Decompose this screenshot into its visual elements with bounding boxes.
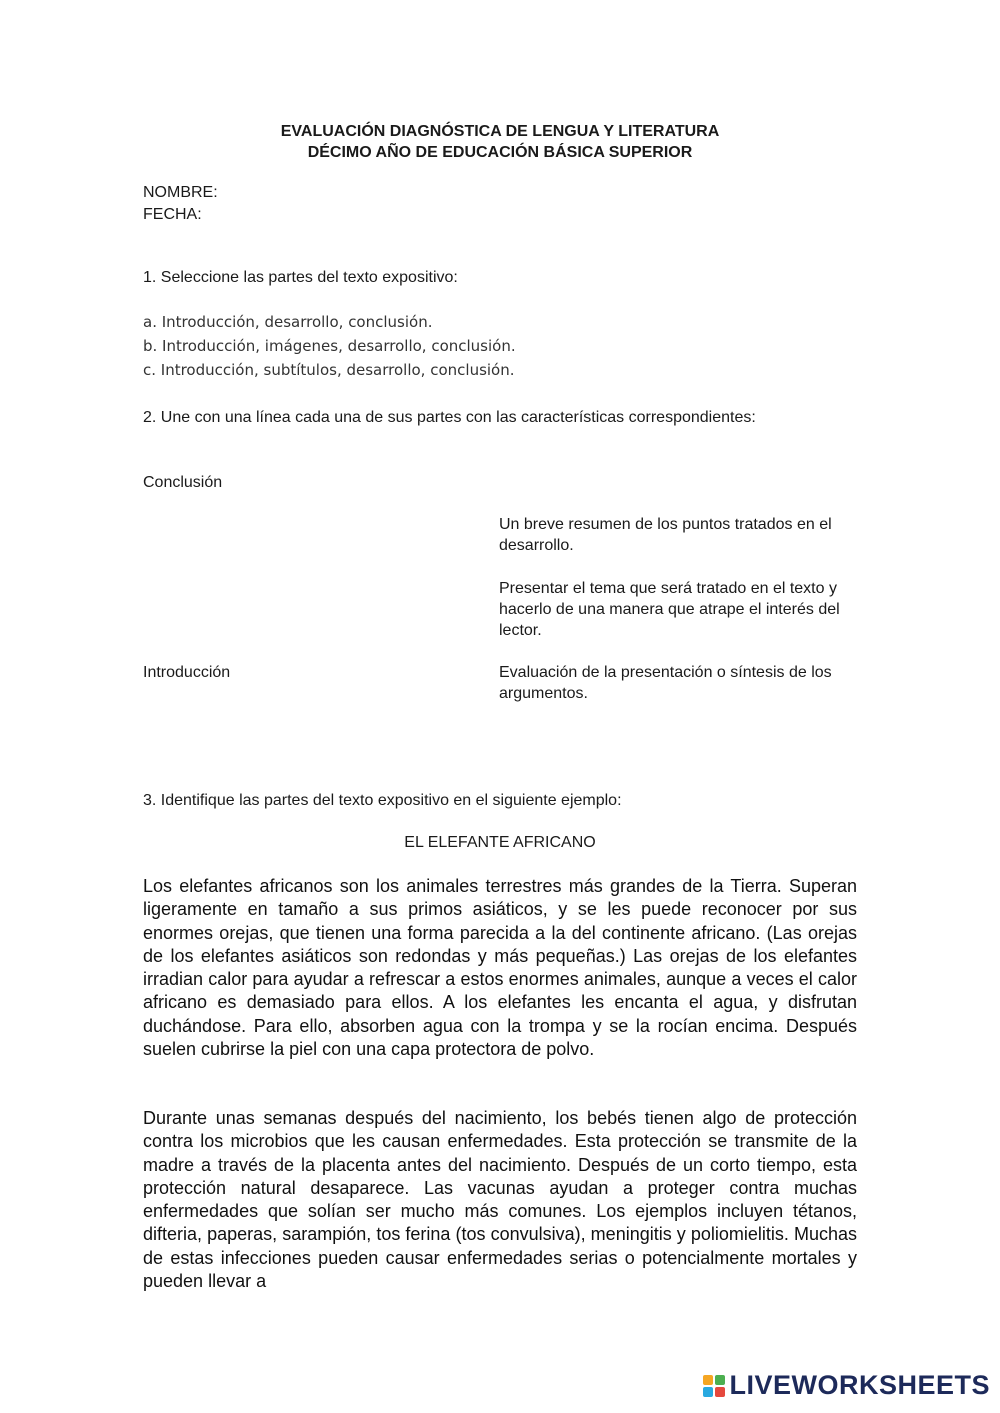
story-title: EL ELEFANTE AFRICANO [404, 834, 596, 851]
match-definition-1[interactable]: Un breve resumen de los puntos tratados en el desarrollo. [499, 516, 832, 554]
date-label: FECHA: [143, 206, 202, 223]
story-paragraph-1: Los elefantes africanos son los animales terrestres más grandes de la Tierra. Superan ligeramente en tamaño a sus primos asiáticos, y se les puede reconocer por sus enormes orejas, que tienen una forma parecida a la del continente africano. (Las orejas de los elefantes asiáticos son redondas y más pequeñas.) Las orejas de los elefantes irradian calor para ayudar a refrescar a estos enormes animales, aunque a veces el calor africano es demasiado para ellos. A los elefantes les encanta el agua, y disfrutan duchándose. Para ello, absorben agua con la trompa y se la rocían encima. Después suelen cubrirse la piel con una capa protectora de polvo. [143, 876, 857, 1060]
match-term-conclusion[interactable]: Conclusión [143, 474, 223, 491]
logo-mark-square [715, 1375, 725, 1385]
logo-mark-square [703, 1387, 713, 1397]
question-2-prompt: 2. Une con una línea cada una de sus partes con las características correspondientes: [143, 409, 756, 426]
match-term-introduccion[interactable]: Introducción [143, 664, 231, 681]
question-1-option-c[interactable]: c. Introducción, subtítulos, desarrollo, conclusión. [143, 361, 515, 379]
logo-mark-square [715, 1387, 725, 1397]
question-3-prompt: 3. Identifique las partes del texto expositivo en el siguiente ejemplo: [143, 792, 622, 809]
match-definition-2[interactable]: Presentar el tema que será tratado en el texto y hacerlo de una manera que atrape el interés del lector. [499, 580, 840, 639]
match-definition-3[interactable]: Evaluación de la presentación o síntesis de los argumentos. [499, 664, 832, 702]
logo-mark-square [703, 1375, 713, 1385]
story-paragraph-2: Durante unas semanas después del nacimiento, los bebés tienen algo de protección contra los microbios que les causan enfermedades. Esta protección se transmite de la madre a través de la placenta antes del nacimiento. Después de un corto tiempo, esta protección natural desaparece. Las vacunas ayudan a proteger contra muchas enfermedades que solían ser mucho más comunes. Los ejemplos incluyen tétanos, difteria, paperas, sarampión, tos ferina (tos convulsiva), meningitis y poliomielitis. Muchas de estas infecciones pueden causar enfermedades serias o potencialmente mortales y pueden llevar a [143, 1108, 857, 1292]
question-1-prompt: 1. Seleccione las partes del texto expositivo: [143, 269, 458, 286]
page-title-line2: DÉCIMO AÑO DE EDUCACIÓN BÁSICA SUPERIOR [307, 144, 693, 161]
question-1-option-a[interactable]: a. Introducción, desarrollo, conclusión. [143, 313, 433, 331]
question-1-option-b[interactable]: b. Introducción, imágenes, desarrollo, conclusión. [143, 337, 516, 355]
liveworksheets-logo-text: LIVEWORKSHEETS [729, 1370, 990, 1400]
page-title-line1: EVALUACIÓN DIAGNÓSTICA DE LENGUA Y LITERATURA [280, 123, 720, 140]
name-label: NOMBRE: [143, 184, 218, 201]
liveworksheets-logo-icon [703, 1375, 725, 1397]
liveworksheets-logo [703, 1370, 990, 1401]
